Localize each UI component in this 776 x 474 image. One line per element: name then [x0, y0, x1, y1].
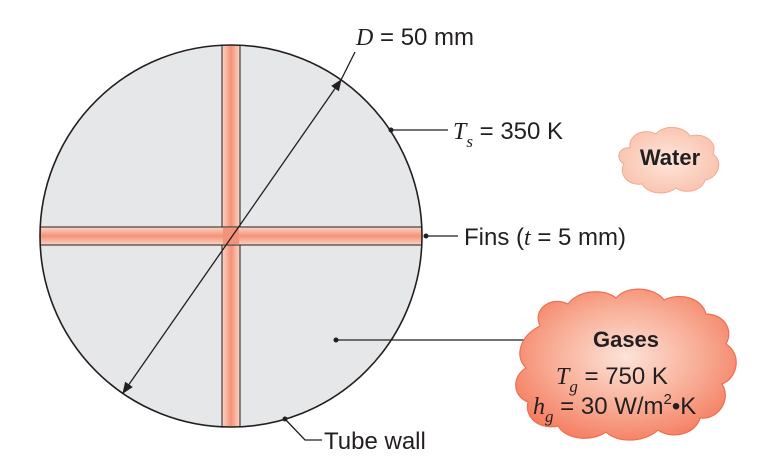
- fins-label: Fins (t = 5 mm): [464, 224, 627, 251]
- diameter-leader: [341, 52, 355, 80]
- diameter-label: D = 50 mm: [356, 24, 475, 51]
- tube-wall-label: Tube wall: [324, 428, 426, 455]
- tube-wall-leader-line: [285, 419, 322, 440]
- surface-temperature-label: $T_s = 350$ K: [453, 118, 564, 151]
- gases-title: Gases: [592, 327, 660, 352]
- gas-heat-transfer-coefficient-label: $h_g = 30$ $W/m^2•K$: [533, 391, 697, 426]
- water-label: Water: [639, 145, 701, 170]
- gas-temperature-label: $T_g = 750$ K: [556, 363, 668, 396]
